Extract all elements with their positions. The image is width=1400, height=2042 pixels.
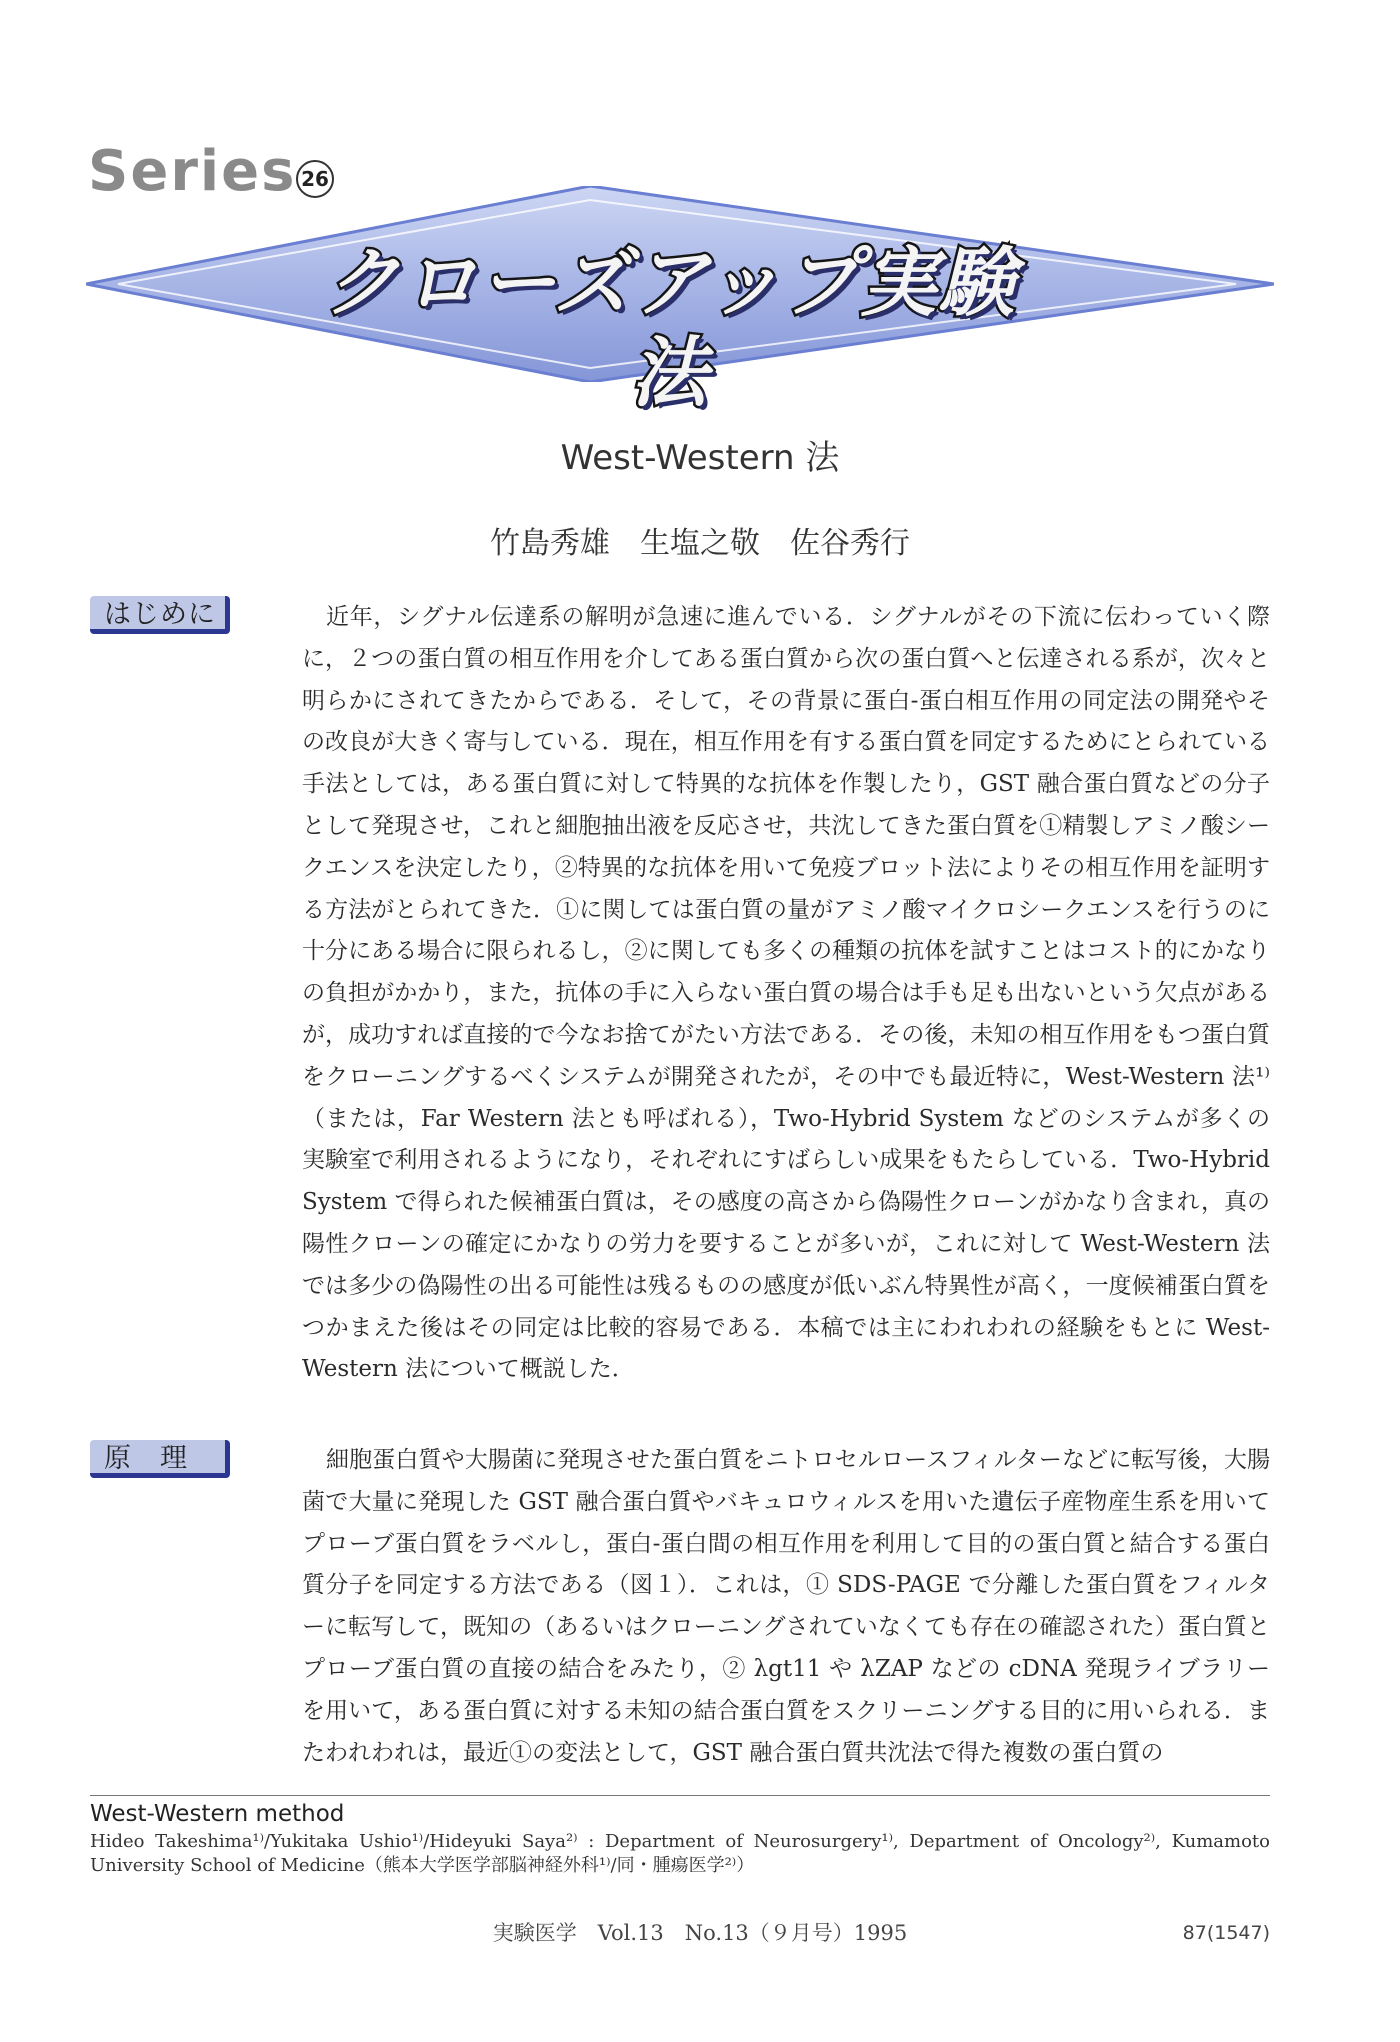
footnote-divider: [90, 1795, 1270, 1796]
section-label-principle: 原 理: [90, 1440, 230, 1478]
footnote-title: West-Western method: [90, 1801, 345, 1827]
page-number: 87(1547): [1182, 1922, 1270, 1944]
series-label: Series: [88, 139, 297, 204]
section-text-introduction: 近年，シグナル伝達系の解明が急速に進んでいる．シグナルがその下流に伝わっていく際に，２つの蛋白質の相互作用を介してある蛋白質から次の蛋白質へと伝達される系が，次々と明らかにされてきたからである．そして，その背景に蛋白-蛋白相互作用の同定法の開発やその改良が大きく寄与している．現在，相互作用を有する蛋白質を同定するためにとられている手法としては，ある蛋白質に対して特異的な抗体を作製したり，GST 融合蛋白質などの分子として発現させ，これと細胞抽出液を反応させ，共沈してきた蛋白質を①精製しアミノ酸シークエンスを決定したり，②特異的な抗体を用いて免疫ブロット法によりその相互作用を証明する方法がとられてきた．①に関しては蛋白質の量がアミノ酸マイクロシークエンスを行うのに十分にある場合に限られるし，②に関しても多くの種類の抗体を試すことはコスト的にかなりの負担がかかり，また，抗体の手に入らない蛋白質の場合は手も足も出ないという欠点があるが，成功すれば直接的で今なお捨てがたい方法である．その後，未知の相互作用をもつ蛋白質をクローニングするべくシステムが開発されたが，その中でも最近特に，West-Western 法¹⁾（または，Far Western 法とも呼ばれる），Two-Hybrid System などのシステムが多くの実験室で利用されるようになり，それぞれにすばらしい成果をもたらしている．Two-Hybrid System で得られた候補蛋白質は，その感度の高さから偽陽性クローンがかなり含まれ，真の陽性クローンの確定にかなりの労力を要することが多いが，これに対して West-Western 法では多少の偽陽性の出る可能性は残るものの感度が低いぶん特異性が高く，一度候補蛋白質をつかまえた後はその同定は比較的容易である．本稿では主にわれわれの経験をもとに West-Western 法について概説した．: [302, 604, 1270, 1383]
banner-title: クローズアップ実験法: [323, 238, 1017, 417]
journal-citation: 実験医学 Vol.13 No.13（９月号）1995: [492, 1921, 908, 1945]
article-authors: 竹島秀雄 生塩之敬 佐谷秀行: [490, 526, 910, 561]
footnote-affiliations: Hideo Takeshima¹⁾/Yukitaka Ushio¹⁾/Hideyuki Saya²⁾ : Department of Neurosurgery¹⁾, Department of Oncology²⁾, Kumamoto University School of Medicine（熊本大学医学部脳神経外科¹⁾/同・腫瘍医学²⁾）: [90, 1831, 1270, 1876]
section-label-introduction: はじめに: [90, 596, 230, 634]
section-text-principle: 細胞蛋白質や大腸菌に発現させた蛋白質をニトロセルロースフィルターなどに転写後，大腸菌で大量に発現した GST 融合蛋白質やバキュロウィルスを用いた遺伝子産物産生系を用いてプローブ蛋白質をラベルし，蛋白-蛋白間の相互作用を利用して目的の蛋白質と結合する蛋白質分子を同定する方法である（図１）．これは，① SDS-PAGE で分離した蛋白質をフィルターに転写して，既知の（あるいはクローニングされていなくても存在の確認された）蛋白質とプローブ蛋白質の直接の結合をみたり，② λgt11 や λZAP などの cDNA 発現ライブラリーを用いて，ある蛋白質に対する未知の結合蛋白質をスクリーニングする目的に用いられる．またわれわれは，最近①の変法として，GST 融合蛋白質共沈法で得た複数の蛋白質の: [302, 1447, 1270, 1766]
article-title: West-Western 法: [560, 438, 840, 478]
series-number-badge: 26: [296, 160, 334, 198]
